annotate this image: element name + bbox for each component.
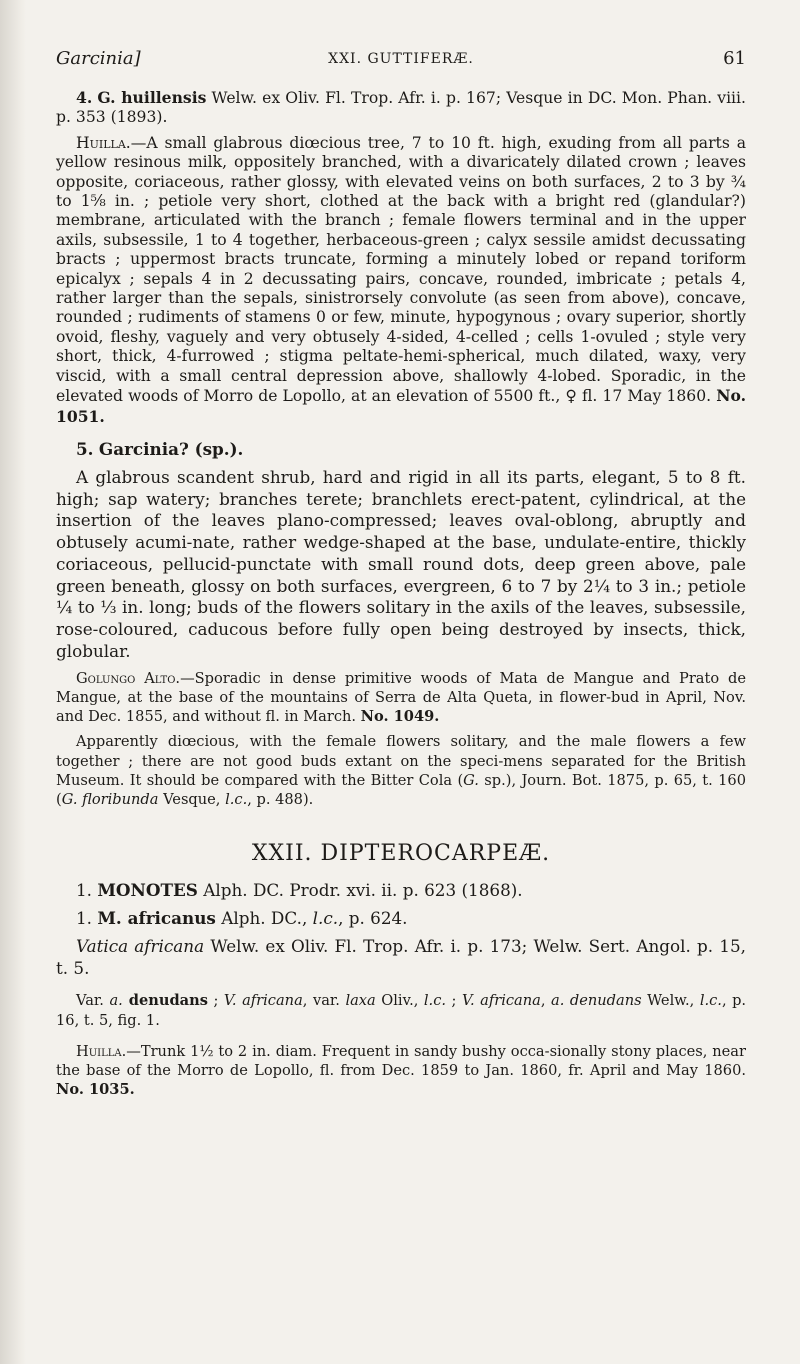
species-5-locality-text: —Sporadic in dense primitive woods of Mata de Mangue and Prato de Mangue, at the base of the mountains of Serra de Alta Queta, in flower-bud in April, Nov. and Dec. 1855, and without fl. in March. [56,669,746,726]
species-citation-a: Alph. DC., [215,908,313,929]
variety-locality [56,1042,746,1100]
species-5-note [56,732,746,809]
note-text-d: , p. 488). [247,791,314,809]
species-4-citation: Welw. ex Oliv. Fl. Trop. Afr. i. p. 167; Vesque in DC. Mon. Phan. viii. p. 353 (1893). [56,89,746,127]
variety-line2-b: Welw., [641,992,700,1010]
species-heading [56,908,746,930]
variety-end: , [540,992,546,1010]
species-lc: l.c. [312,908,339,929]
species-4-text: —A small glabrous diœcious tree, 7 to 10 ft. high, exuding from all parts a yellow resinous milk, oppositely branched, with a divaricately dilated crown ; leaves opposite, coriaceous, rather glossy, with elevated veins on both surfaces, 2 to 3 by ¾ to 1⅝ in. ; petiole very short, clothed at the back with a bright red (glandular?) membrane, articulated with the branch ; female flowers terminal and in the upper axils, subsessile, 1 to 4 together, herbaceous-green ; calyx sessile amidst decussating bracts ; uppermost bracts truncate, forming a minutely lobed or repand toriform epicalyx ; sepals 4 in 2 decussating pairs, concave, rounded, imbricate ; petals 4, rather larger than the sepals, sinistrorsely convolute (as seen from above), concave, rounded ; rudiments of stamens 0 or few, minute, hypogynous ; ovary superior, shortly ovoid, fleshy, vaguely and very obtusely 4-sided, 4-celled ; cells 1-ovuled ; style very short, thick, 4-furrowed ; stigma peltate-hemi-spherical, much dilated, waxy, very viscid, with a small central depression above, shallowly 4-lobed. Sporadic, in the elevated woods of Morro de Lopollo, at an elevation of 5500 ft., ♀ fl. 17 May 1860. [56,133,746,406]
synonym-citation: Welw. ex Oliv. Fl. Trop. Afr. i. p. 173; Welw. Sert. Angol. p. 15, t. 5. [56,935,746,978]
variety-syn1: V. africana [223,992,303,1010]
species-4-number: 4. [76,88,93,107]
section-title: XXI. GUTTIFERÆ. [328,51,474,67]
variety-prefix: Var. [76,992,110,1010]
variety-locality-name: Huilla. [76,1042,127,1060]
page-header [56,48,746,74]
variety-sep: ; [207,992,224,1010]
synonym-name: Vatica africana [76,935,205,956]
page-number: 61 [723,48,746,69]
variety-name: denudans [122,992,208,1010]
variety-sep2: ; [446,992,462,1010]
page-body [56,88,746,1100]
variety [56,991,746,1029]
variety-line2-a: a. denudans [551,992,642,1010]
note-genus: G. [463,771,479,789]
species-5-heading [56,439,746,461]
note-floribunda: G. floribunda [61,791,159,809]
species-4-description [56,134,746,427]
variety-syn1-b: , var. [302,992,346,1010]
note-text-a: Apparently diœcious, with the female flowers solitary, and the male flowers a few together ; there are not good buds extant on the speci-mens separated for the British Museum. It should be compared with the Bitter Cola ( [56,733,746,789]
variety-line2-c: , p. 16, t. 5, fig. 1. [56,992,747,1029]
note-lc: l.c. [225,791,248,809]
genus-name: MONOTES [97,880,198,901]
species-5-specimen-no: No. 1049. [360,708,440,726]
species-5-locality-name: Golungo Alto. [76,669,181,687]
species-citation-b: , p. 624. [338,908,408,929]
variety-oliv: Oliv., [375,992,424,1010]
species-5-locality [56,669,746,727]
variety-locality-text: —Trunk 1½ to 2 in. diam. Frequent in sandy bushy occa-sionally stony places, near the base of the Morro de Lopollo, fl. from Dec. 1859 to Jan. 1860, fr. April and May 1860. [56,1042,746,1080]
note-text-b: sp.), Journ. Bot. 1875, p. 65, t. 160 ( [56,771,746,809]
variety-line2-lc: l.c. [699,992,722,1010]
page-edge-shadow [0,0,26,1364]
genus-citation: Alph. DC. Prodr. xvi. ii. p. 623 (1868). [197,880,523,901]
family-title: XXII. DIPTEROCARPEÆ. [251,841,551,867]
variety-lc: l.c. [423,992,447,1010]
variety-alpha: a. [109,992,123,1010]
genus-number: 1. [76,880,93,901]
note-text-c: Vesque, [158,791,226,809]
species-4-name: G. huillensis [97,88,207,107]
variety-laxa: laxa [345,992,376,1010]
variety-specimen-no: No. 1035. [56,1081,135,1099]
genus-heading [56,880,746,902]
species-4-locality: Huilla. [76,133,131,152]
variety-syn2: V. africana [461,992,541,1010]
species-4-specimen-no: No. 1051. [56,386,746,426]
species-name: M. africanus [97,908,216,929]
running-head: Garcinia] [56,48,141,69]
species-number: 1. [76,908,93,929]
synonym [56,936,746,980]
species-5-number: 5. [76,438,94,459]
species-5-description: A glabrous scandent shrub, hard and rigid in all its parts, elegant, 5 to 8 ft. high; sap watery; branches terete; branchlets erect-patent, cylindrical, at the insertion of the leaves plano-compressed; leaves oval-oblong, abruptly and obtusely acumi-nate, rather wedge-shaped at the base, undulate-entire, thickly coriaceous, pellucid-punctate with small round dots, deep green above, pale green beneath, glossy on both surfaces, evergreen, 6 to 7 by 2¼ to 3 in.; petiole ¼ to ⅓ in. long; buds of the flowers solitary in the axils of the leaves, subsessile, rose-coloured, caducous before fully open being destroyed by insects, thick, globular. [56,466,746,662]
species-5-name: Garcinia? (sp.). [98,438,244,459]
species-4-heading [56,88,746,128]
